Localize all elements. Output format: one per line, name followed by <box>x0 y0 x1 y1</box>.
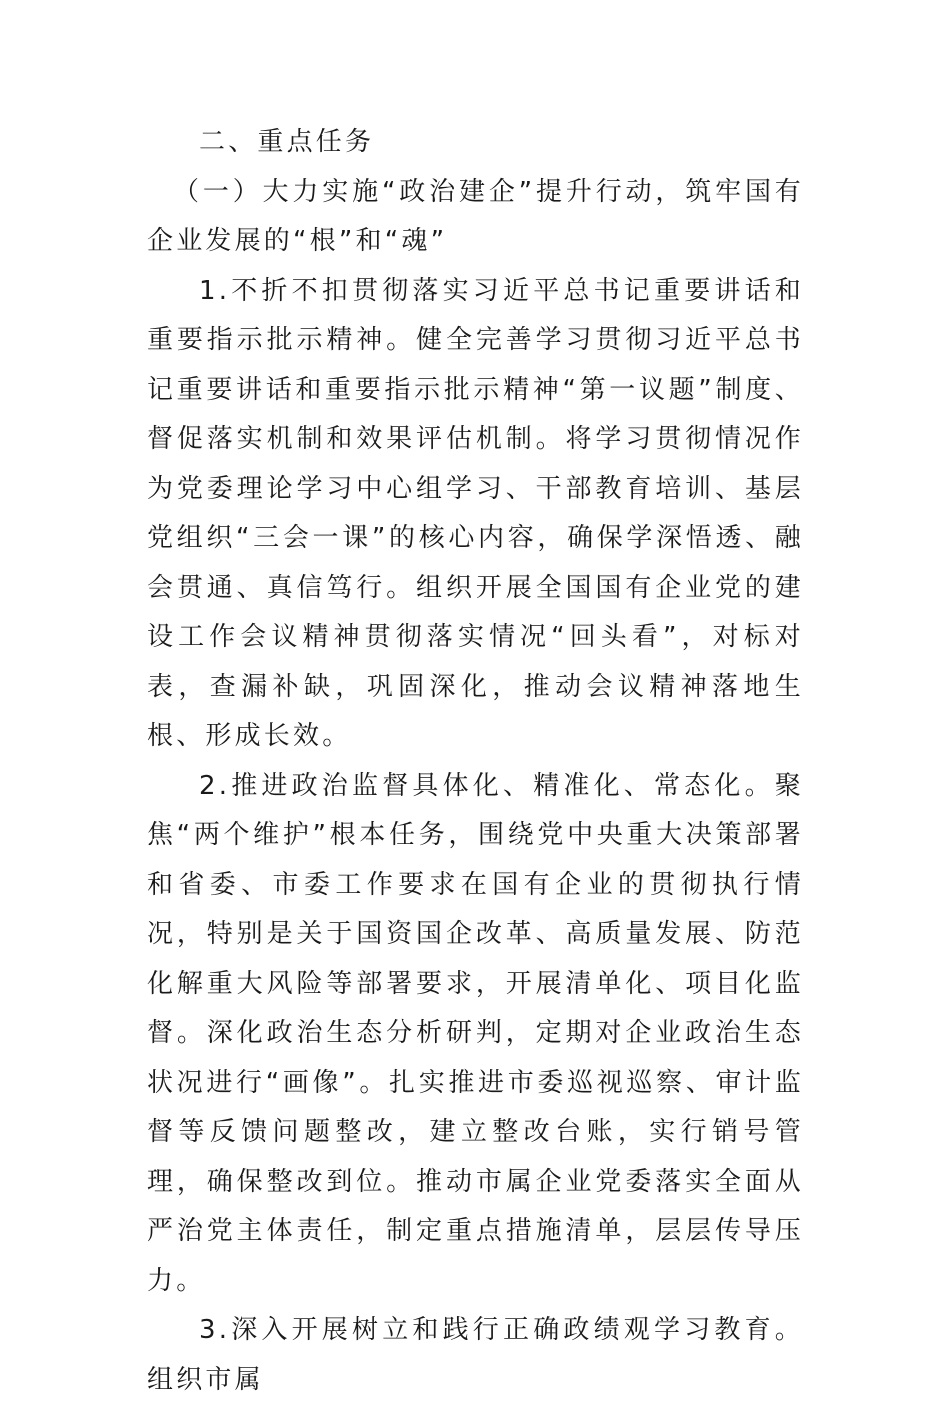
paragraph-3: 3.深入开展树立和践行正确政绩观学习教育。组织市属 <box>147 1315 804 1395</box>
paragraph-1: 1.不折不扣贯彻落实习近平总书记重要讲话和重要指示批示精神。健全完善学习贯彻习近平总书记重要讲话和重要指示批示精神“第一议题”制度、督促落实机制和效果评估机制。将学习贯彻情况作为党委理论学习中心组学习、干部教育培训、基层党组织“三会一课”的核心内容，确保学深悟透、融会贯通、真信笃行。组织开展全国国有企业党的建设工作会议精神贯彻落实情况“回头看”，对标对表，查漏补缺，巩固深化，推动会议精神落地生根、形成长效。 <box>147 275 804 751</box>
document-body <box>147 118 804 1405</box>
paragraph-2: 2.推进政治监督具体化、精准化、常态化。聚焦“两个维护”根本任务，围绕党中央重大决策部署和省委、市委工作要求在国有企业的贯彻执行情况，特别是关于国资国企改革、高质量发展、防范化解重大风险等部署要求，开展清单化、项目化监督。深化政治生态分析研判，定期对企业政治生态状况进行“画像”。扎实推进市委巡视巡察、审计监督等反馈问题整改，建立整改台账，实行销号管理，确保整改到位。推动市属企业党委落实全面从严治党主体责任，制定重点措施清单，层层传导压力。 <box>147 770 804 1296</box>
section-heading: 二、重点任务 <box>199 127 375 157</box>
sub-heading: （一）大力实施“政治建企”提升行动，筑牢国有企业发展的“根”和“魂” <box>147 176 804 256</box>
